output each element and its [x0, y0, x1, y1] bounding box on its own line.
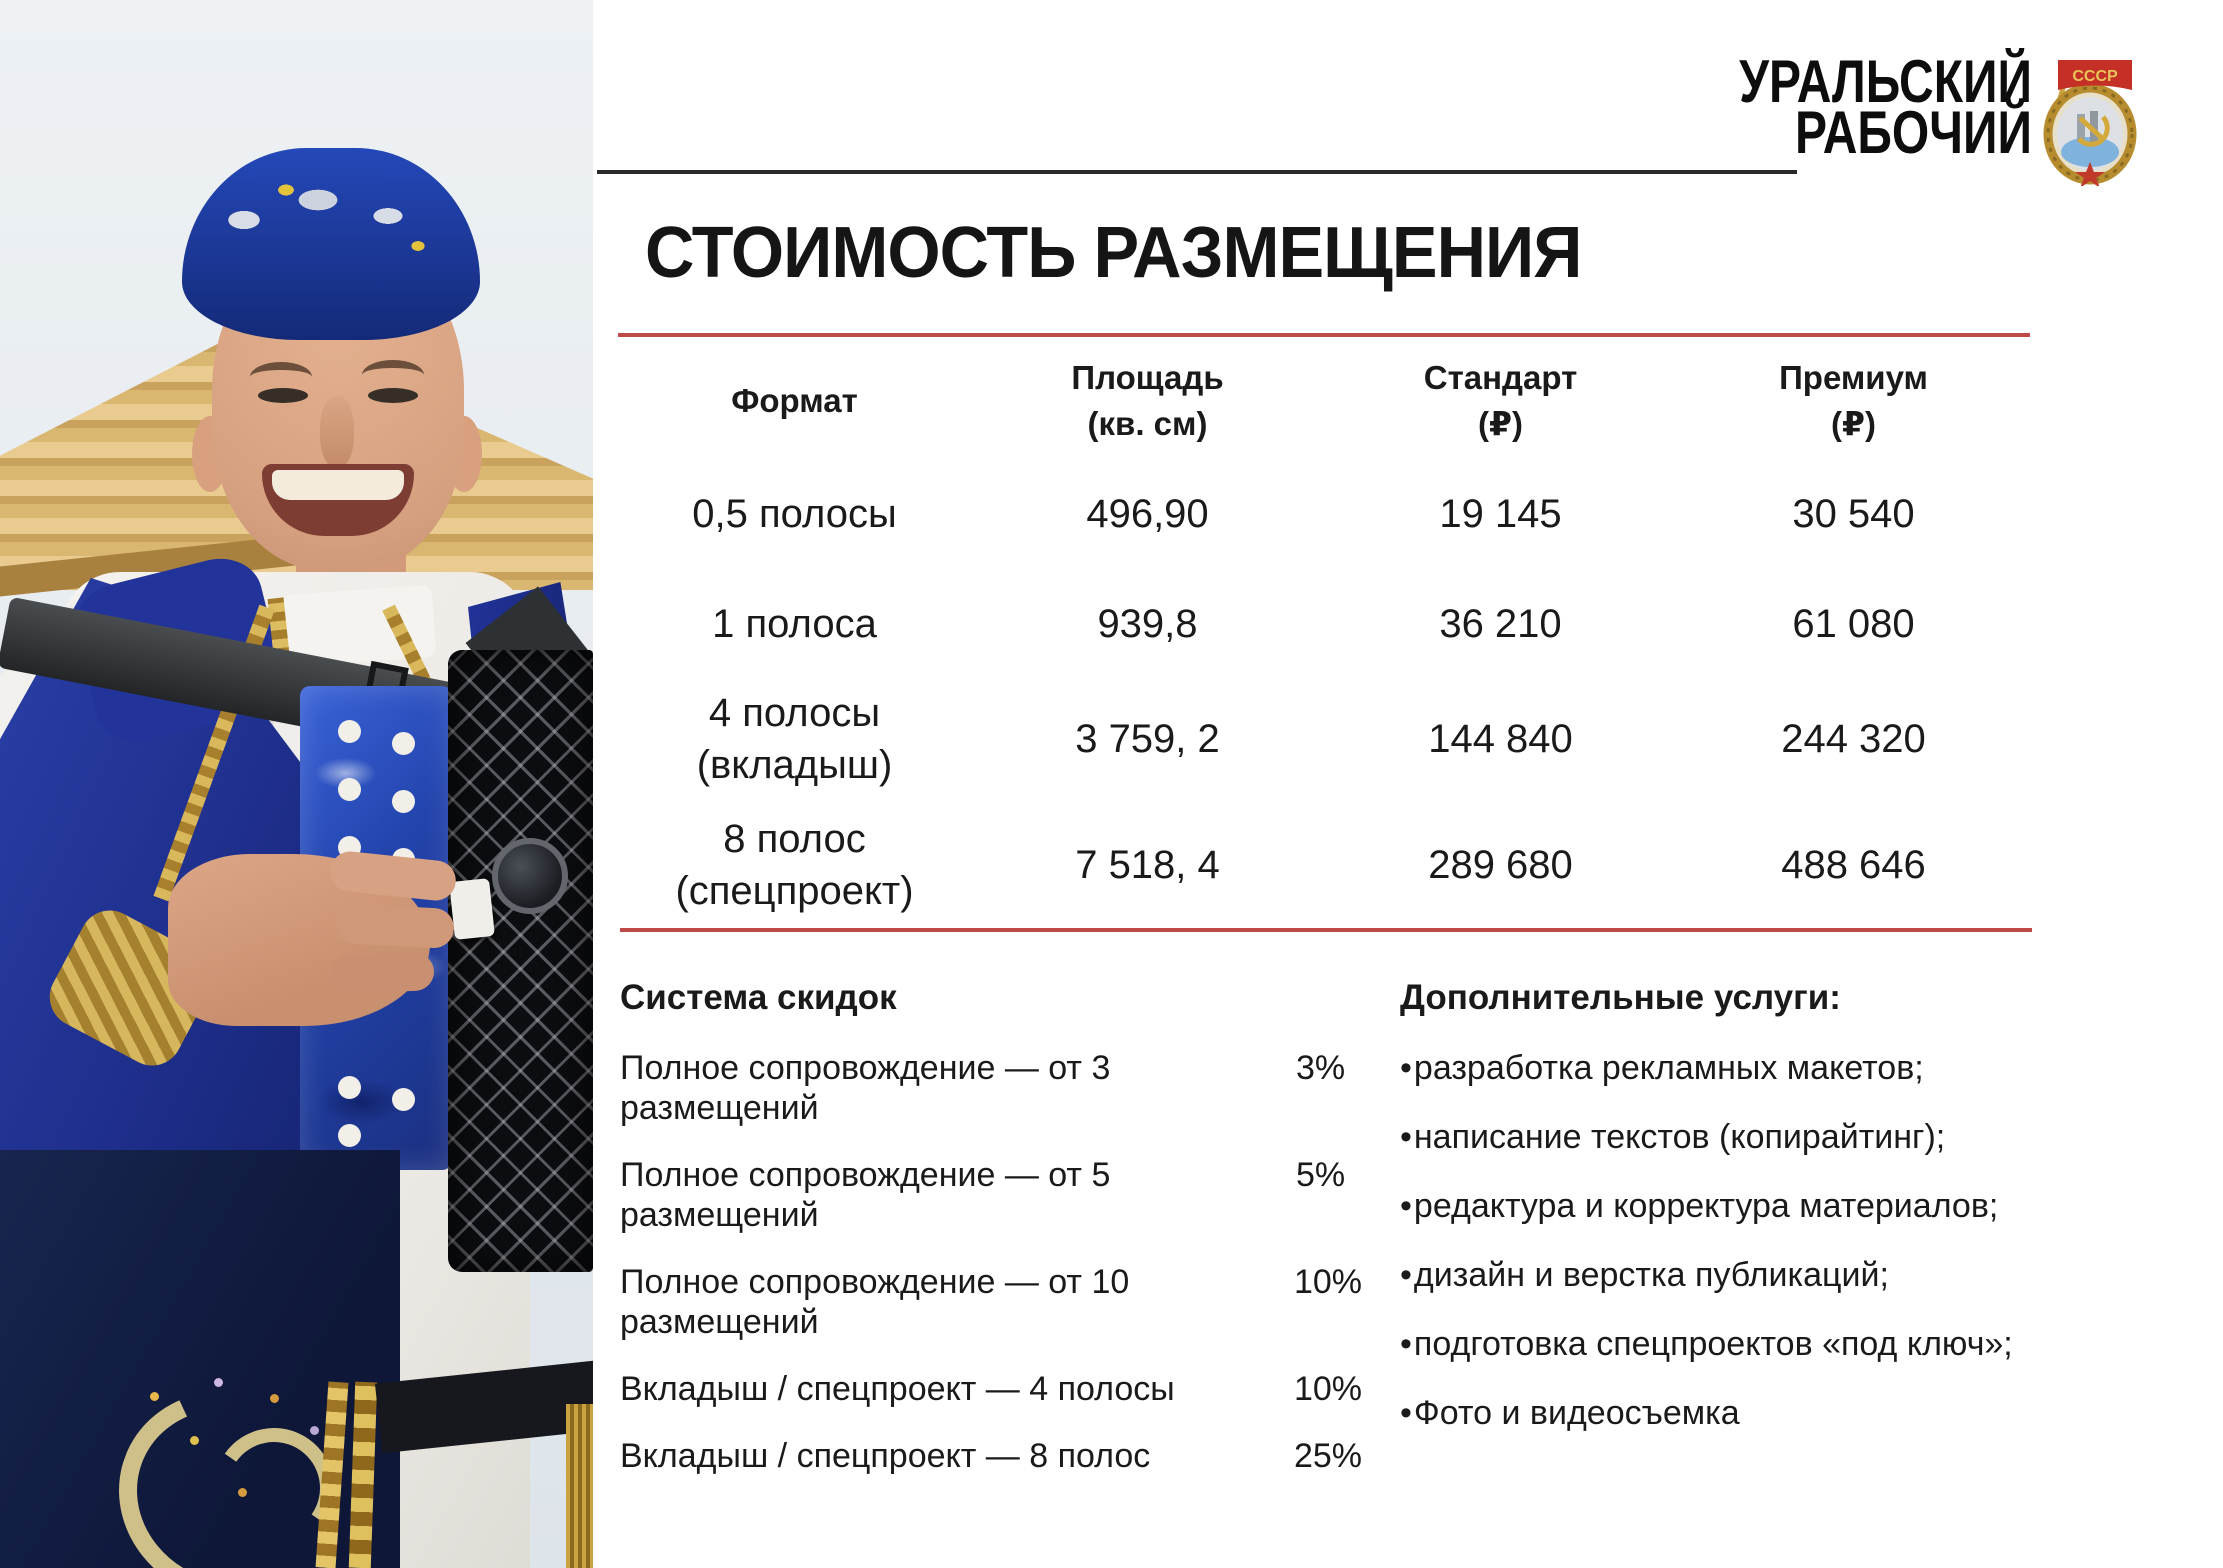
discount-label: Полное сопровождение — от 10 размещений: [620, 1263, 1130, 1341]
row3-format: 4 полосы (вкладыш): [696, 691, 893, 787]
service-item: [1400, 1186, 2032, 1226]
discount-value: 25%: [1293, 1437, 1362, 1475]
photo-gold-tassel: [566, 1404, 593, 1568]
order-of-red-banner-medal-icon: [2040, 54, 2140, 186]
services-heading: Дополнительные услуги:: [1400, 978, 1841, 1017]
bullet-icon: •: [1400, 1187, 1412, 1225]
photo-accordion-buttons: [338, 720, 361, 743]
discount-label: Полное сопровождение — от 3 размещений: [620, 1049, 1111, 1127]
discount-value: 3%: [1296, 1049, 1346, 1087]
discounts-section: [620, 960, 1362, 1503]
row3-standard: 144 840: [1428, 717, 1573, 761]
row4-format: 8 полос (спецпроект): [675, 816, 914, 913]
bullet-icon: •: [1400, 1325, 1412, 1363]
row3-premium: 244 320: [1781, 717, 1926, 761]
photo-embroidery-gems: [150, 1392, 159, 1401]
photo-accordion-grille: [448, 650, 593, 1272]
newspaper-logo: [1726, 48, 2032, 166]
row4-premium: 488 646: [1781, 842, 1926, 887]
bullet-icon: •: [1400, 1049, 1412, 1087]
column-header-area: Площадь (кв. см): [1071, 359, 1224, 442]
service-label: подготовка спецпроектов «под ключ»;: [1413, 1325, 2013, 1363]
service-item: [1400, 1048, 2032, 1088]
row2-area: 939,8: [1097, 602, 1198, 646]
photo-eye-right: [368, 388, 418, 403]
service-label: написание текстов (копирайтинг);: [1413, 1118, 1946, 1156]
column-header-format: Формат: [731, 382, 858, 419]
photo-register-switch: [449, 878, 495, 940]
logo-line-2: РАБОЧИЙ: [1794, 99, 2032, 166]
services-section: [1400, 960, 2032, 1503]
row4-area: 7 518, 4: [1075, 842, 1220, 887]
photo-teeth: [272, 470, 404, 500]
page-title: СТОИМОСТЬ РАЗМЕЩЕНИЯ: [645, 213, 1582, 293]
table-bottom-rule: [620, 928, 2032, 932]
service-label: дизайн и верстка публикаций;: [1413, 1256, 1889, 1294]
discount-label: Вкладыш / спецпроект — 8 полос: [620, 1437, 1151, 1475]
medal-cccp-text: СССР: [2072, 68, 2118, 85]
photo-smiling-mouth: [262, 464, 414, 536]
discounts-heading: Система скидок: [620, 978, 897, 1017]
column-header-standard: Стандарт (₽): [1423, 359, 1578, 442]
table-top-rule: [618, 333, 2030, 337]
service-item: [1400, 1393, 2032, 1433]
service-label: разработка рекламных макетов;: [1413, 1049, 1924, 1087]
discount-value: 5%: [1296, 1156, 1346, 1194]
discount-label: Полное сопровождение — от 5 размещений: [620, 1156, 1111, 1234]
header-rule: [597, 170, 1797, 174]
photo-nose: [320, 396, 354, 468]
discount-value: 10%: [1293, 1370, 1362, 1408]
photo-finger: [329, 952, 434, 994]
row2-premium: 61 080: [1792, 602, 1915, 646]
row1-format: 0,5 полосы: [692, 492, 897, 536]
photo-tubeteika-cap: [182, 148, 480, 340]
row1-standard: 19 145: [1439, 492, 1562, 536]
row1-area: 496,90: [1086, 492, 1209, 536]
bottom-section: [620, 960, 2032, 1503]
bullet-icon: •: [1400, 1118, 1412, 1156]
photo-eye-left: [258, 388, 308, 403]
logo-line-1: УРАЛЬСКИЙ: [1739, 48, 2032, 115]
photo-accordion-player: [0, 0, 593, 1568]
row2-standard: 36 210: [1439, 602, 1562, 646]
photo-accordion-badge: [492, 838, 568, 914]
photo-finger: [335, 903, 455, 949]
discount-item: [620, 1262, 1362, 1342]
service-item: [1400, 1117, 2032, 1157]
discount-value: 10%: [1293, 1263, 1362, 1301]
column-header-premium: Премиум (₽): [1779, 359, 1928, 442]
service-item: [1400, 1255, 2032, 1295]
service-item: [1400, 1324, 2032, 1364]
service-label: Фото и видеосъемка: [1413, 1394, 1740, 1432]
price-table: [618, 345, 2030, 928]
row4-standard: 289 680: [1428, 842, 1573, 887]
row1-premium: 30 540: [1792, 492, 1915, 536]
photo-eyebrow-right: [362, 360, 424, 390]
bullet-icon: •: [1400, 1256, 1412, 1294]
bullet-icon: •: [1400, 1394, 1412, 1432]
discount-item: [620, 1048, 1362, 1128]
discount-item: [620, 1155, 1362, 1235]
discount-label: Вкладыш / спецпроект — 4 полосы: [620, 1370, 1175, 1408]
row2-format: 1 полоса: [712, 602, 877, 646]
discount-item: [620, 1369, 1362, 1409]
service-label: редактура и корректура материалов;: [1413, 1187, 1999, 1225]
discount-item: [620, 1436, 1362, 1476]
row3-area: 3 759, 2: [1075, 717, 1220, 761]
